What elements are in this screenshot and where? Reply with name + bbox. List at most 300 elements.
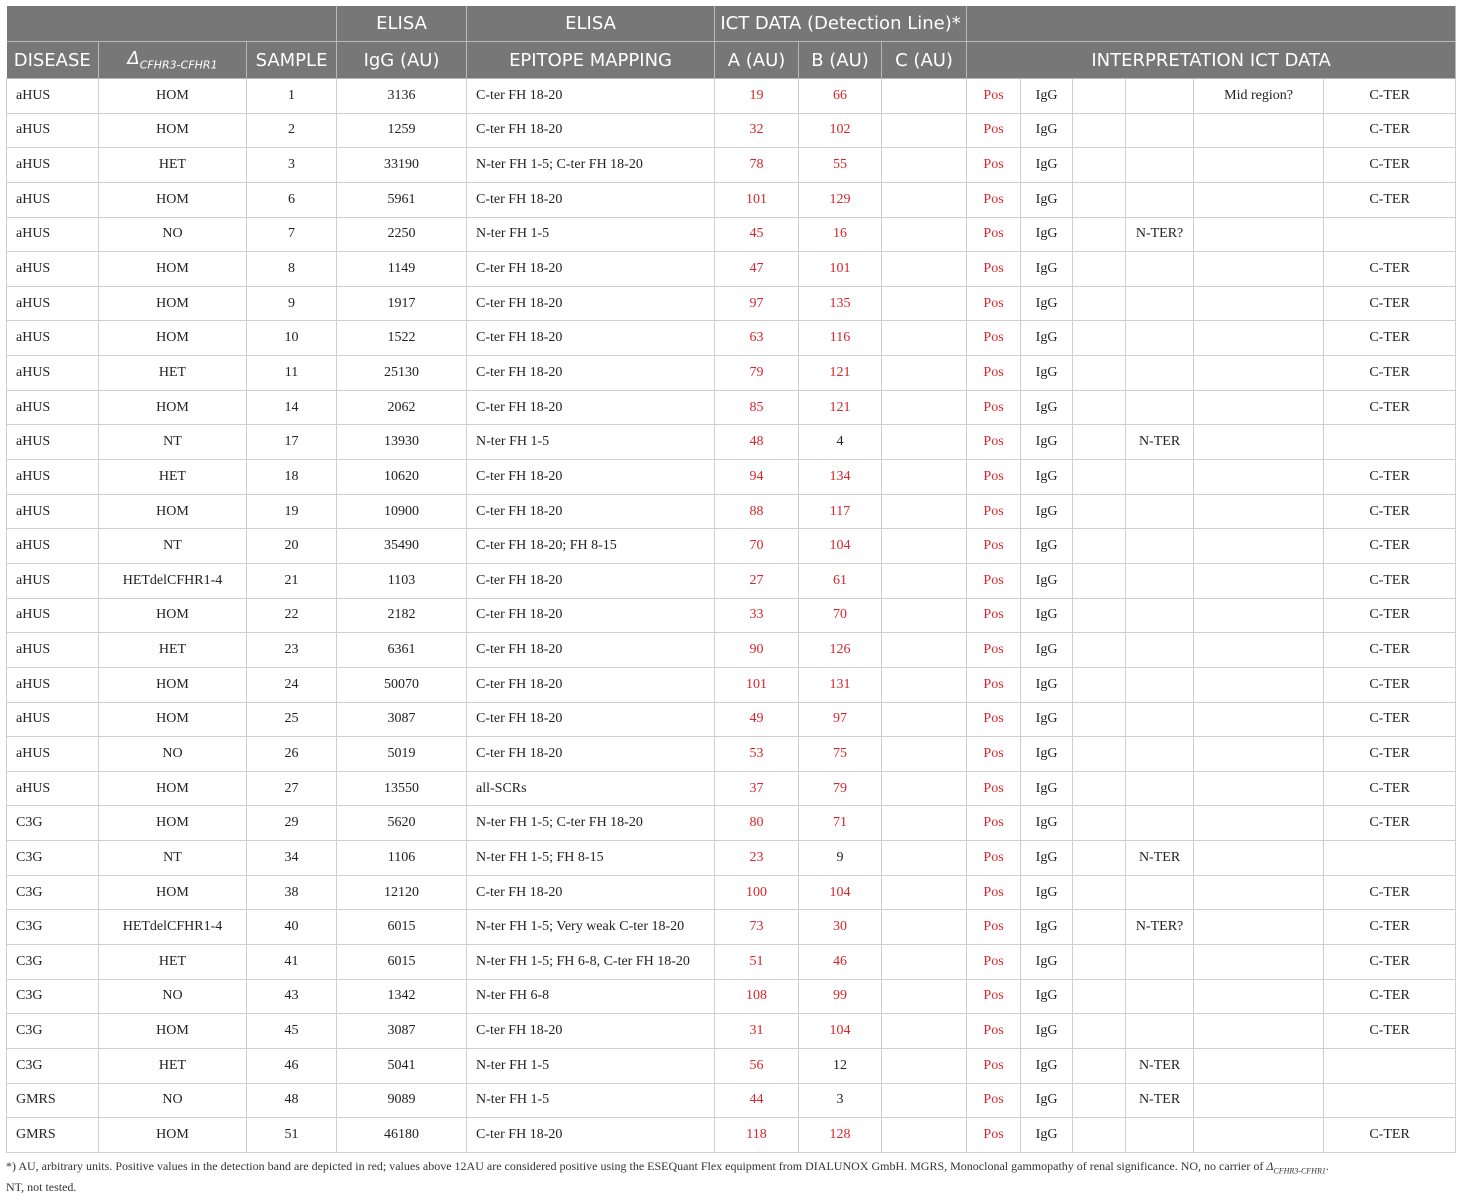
positivity-cell: Pos	[967, 252, 1021, 287]
interp-cell-1	[1073, 702, 1126, 737]
sample-cell: 43	[247, 979, 337, 1014]
interp-igg-cell: IgG	[1021, 425, 1073, 460]
c-value-cell	[882, 841, 967, 876]
positivity-cell: Pos	[967, 1118, 1021, 1153]
interp-cell-1	[1073, 252, 1126, 287]
sample-cell: 27	[247, 771, 337, 806]
epitope-cell: C-ter FH 18-20	[467, 563, 715, 598]
interp-igg-cell: IgG	[1021, 979, 1073, 1014]
interp-nter-cell	[1126, 945, 1194, 980]
interp-cter-cell: C-TER	[1324, 1014, 1456, 1049]
delta-symbol: Δ	[127, 48, 140, 70]
b-value-cell: 117	[799, 494, 882, 529]
interp-mid-cell	[1194, 667, 1324, 702]
interp-nter-cell	[1126, 737, 1194, 772]
sample-cell: 29	[247, 806, 337, 841]
c-value-cell	[882, 806, 967, 841]
interp-cell-1	[1073, 356, 1126, 391]
b-value-cell: 66	[799, 79, 882, 114]
epitope-cell: C-ter FH 18-20	[467, 286, 715, 321]
interp-cell-1	[1073, 182, 1126, 217]
a-value-cell: 23	[715, 841, 799, 876]
epitope-cell: N-ter FH 1-5; FH 6-8, C-ter FH 18-20	[467, 945, 715, 980]
a-value-cell: 90	[715, 633, 799, 668]
col-header-disease: DISEASE	[7, 42, 99, 79]
a-value-cell: 118	[715, 1118, 799, 1153]
footnote-line2: NT, not tested.	[6, 1180, 77, 1195]
interp-igg-cell: IgG	[1021, 702, 1073, 737]
c-value-cell	[882, 910, 967, 945]
footnote-text: *) AU, arbitrary units. Positive values in the detection band are depicted in red; values above 12AU are considered positive using the ESEQuant Flex equipment from DIALUNOX GmbH. MGRS, Monoclonal gammopathy of renal significance. NO, no carrier of	[6, 1159, 1267, 1173]
disease-cell: GMRS	[7, 1118, 99, 1153]
b-value-cell: 104	[799, 529, 882, 564]
interp-mid-cell	[1194, 182, 1324, 217]
a-value-cell: 70	[715, 529, 799, 564]
sample-cell: 3	[247, 148, 337, 183]
disease-cell: aHUS	[7, 321, 99, 356]
results-table	[6, 6, 1456, 1153]
disease-cell: aHUS	[7, 148, 99, 183]
disease-cell: aHUS	[7, 425, 99, 460]
interp-mid-cell	[1194, 217, 1324, 252]
interp-nter-cell	[1126, 875, 1194, 910]
footnote-delta-subscript: CFHR3-CFHR1	[1273, 1166, 1326, 1176]
igg-cell: 3136	[337, 79, 467, 114]
a-value-cell: 97	[715, 286, 799, 321]
disease-cell: aHUS	[7, 598, 99, 633]
interp-mid-cell	[1194, 1118, 1324, 1153]
interp-igg-cell: IgG	[1021, 945, 1073, 980]
b-value-cell: 126	[799, 633, 882, 668]
interp-cter-cell	[1324, 1048, 1456, 1083]
c-value-cell	[882, 875, 967, 910]
interp-cell-1	[1073, 1083, 1126, 1118]
epitope-cell: C-ter FH 18-20	[467, 79, 715, 114]
positivity-cell: Pos	[967, 633, 1021, 668]
interp-mid-cell	[1194, 1048, 1324, 1083]
col-header-sample: SAMPLE	[247, 42, 337, 79]
table-row	[7, 702, 1456, 737]
delta-cell: HOM	[99, 182, 247, 217]
interp-mid-cell	[1194, 321, 1324, 356]
a-value-cell: 19	[715, 79, 799, 114]
epitope-cell: C-ter FH 18-20	[467, 460, 715, 495]
positivity-cell: Pos	[967, 356, 1021, 391]
epitope-cell: N-ter FH 1-5; C-ter FH 18-20	[467, 148, 715, 183]
interp-nter-cell	[1126, 79, 1194, 114]
col-header-epitope: EPITOPE MAPPING	[467, 42, 715, 79]
positivity-cell: Pos	[967, 806, 1021, 841]
interp-igg-cell: IgG	[1021, 494, 1073, 529]
table-row	[7, 356, 1456, 391]
interp-mid-cell	[1194, 702, 1324, 737]
c-value-cell	[882, 771, 967, 806]
interp-igg-cell: IgG	[1021, 356, 1073, 391]
interp-nter-cell	[1126, 321, 1194, 356]
delta-cell: HETdelCFHR1-4	[99, 910, 247, 945]
positivity-cell: Pos	[967, 217, 1021, 252]
c-value-cell	[882, 563, 967, 598]
a-value-cell: 44	[715, 1083, 799, 1118]
interp-nter-cell: N-TER	[1126, 1083, 1194, 1118]
epitope-cell: C-ter FH 18-20	[467, 494, 715, 529]
interp-cell-1	[1073, 113, 1126, 148]
sample-cell: 19	[247, 494, 337, 529]
c-value-cell	[882, 217, 967, 252]
sample-cell: 20	[247, 529, 337, 564]
epitope-cell: N-ter FH 6-8	[467, 979, 715, 1014]
positivity-cell: Pos	[967, 79, 1021, 114]
interp-igg-cell: IgG	[1021, 806, 1073, 841]
interp-cell-1	[1073, 737, 1126, 772]
interp-cell-1	[1073, 79, 1126, 114]
disease-cell: aHUS	[7, 286, 99, 321]
footnote-period: .	[1325, 1159, 1329, 1173]
delta-cell: HOM	[99, 252, 247, 287]
c-value-cell	[882, 529, 967, 564]
interp-mid-cell	[1194, 598, 1324, 633]
delta-cell: HETdelCFHR1-4	[99, 563, 247, 598]
igg-cell: 3087	[337, 702, 467, 737]
a-value-cell: 53	[715, 737, 799, 772]
positivity-cell: Pos	[967, 945, 1021, 980]
igg-cell: 6015	[337, 910, 467, 945]
b-value-cell: 134	[799, 460, 882, 495]
interp-nter-cell	[1126, 529, 1194, 564]
b-value-cell: 30	[799, 910, 882, 945]
interp-nter-cell: N-TER	[1126, 1048, 1194, 1083]
col-header-delta	[99, 42, 247, 79]
igg-cell: 3087	[337, 1014, 467, 1049]
epitope-cell: N-ter FH 1-5	[467, 425, 715, 460]
a-value-cell: 31	[715, 1014, 799, 1049]
delta-cell: HOM	[99, 702, 247, 737]
disease-cell: C3G	[7, 945, 99, 980]
b-value-cell: 121	[799, 356, 882, 391]
igg-cell: 1149	[337, 252, 467, 287]
interp-mid-cell	[1194, 979, 1324, 1014]
igg-cell: 2062	[337, 390, 467, 425]
interp-nter-cell	[1126, 494, 1194, 529]
c-value-cell	[882, 979, 967, 1014]
disease-cell: aHUS	[7, 113, 99, 148]
interp-cter-cell	[1324, 217, 1456, 252]
delta-cell: HOM	[99, 771, 247, 806]
c-value-cell	[882, 1118, 967, 1153]
disease-cell: C3G	[7, 841, 99, 876]
c-value-cell	[882, 1048, 967, 1083]
table-row	[7, 1048, 1456, 1083]
b-value-cell: 75	[799, 737, 882, 772]
interp-cter-cell	[1324, 1083, 1456, 1118]
interp-cter-cell: C-TER	[1324, 771, 1456, 806]
delta-cell: HOM	[99, 79, 247, 114]
sample-cell: 41	[247, 945, 337, 980]
disease-cell: C3G	[7, 910, 99, 945]
c-value-cell	[882, 702, 967, 737]
table-row	[7, 945, 1456, 980]
c-value-cell	[882, 390, 967, 425]
igg-cell: 2250	[337, 217, 467, 252]
table-row	[7, 979, 1456, 1014]
igg-cell: 13930	[337, 425, 467, 460]
interp-igg-cell: IgG	[1021, 1083, 1073, 1118]
table-row	[7, 494, 1456, 529]
disease-cell: aHUS	[7, 633, 99, 668]
interp-nter-cell	[1126, 598, 1194, 633]
sample-cell: 9	[247, 286, 337, 321]
interp-igg-cell: IgG	[1021, 252, 1073, 287]
positivity-cell: Pos	[967, 390, 1021, 425]
igg-cell: 1917	[337, 286, 467, 321]
positivity-cell: Pos	[967, 286, 1021, 321]
interp-igg-cell: IgG	[1021, 1048, 1073, 1083]
epitope-cell: C-ter FH 18-20	[467, 702, 715, 737]
interp-cell-1	[1073, 875, 1126, 910]
interp-cter-cell: C-TER	[1324, 598, 1456, 633]
epitope-cell: C-ter FH 18-20	[467, 321, 715, 356]
c-value-cell	[882, 148, 967, 183]
interp-nter-cell	[1126, 182, 1194, 217]
positivity-cell: Pos	[967, 148, 1021, 183]
sample-cell: 25	[247, 702, 337, 737]
interp-cell-1	[1073, 460, 1126, 495]
col-header-interpretation: INTERPRETATION ICT DATA	[967, 42, 1456, 79]
table-row	[7, 79, 1456, 114]
interp-nter-cell	[1126, 806, 1194, 841]
a-value-cell: 78	[715, 148, 799, 183]
positivity-cell: Pos	[967, 1048, 1021, 1083]
a-value-cell: 48	[715, 425, 799, 460]
epitope-cell: N-ter FH 1-5; C-ter FH 18-20	[467, 806, 715, 841]
c-value-cell	[882, 321, 967, 356]
interp-cter-cell	[1324, 841, 1456, 876]
positivity-cell: Pos	[967, 841, 1021, 876]
b-value-cell: 101	[799, 252, 882, 287]
sample-cell: 1	[247, 79, 337, 114]
sample-cell: 8	[247, 252, 337, 287]
positivity-cell: Pos	[967, 979, 1021, 1014]
c-value-cell	[882, 1014, 967, 1049]
table-row	[7, 286, 1456, 321]
interp-cter-cell: C-TER	[1324, 875, 1456, 910]
igg-cell: 6015	[337, 945, 467, 980]
positivity-cell: Pos	[967, 425, 1021, 460]
interp-mid-cell	[1194, 806, 1324, 841]
sample-cell: 22	[247, 598, 337, 633]
interp-igg-cell: IgG	[1021, 286, 1073, 321]
a-value-cell: 49	[715, 702, 799, 737]
interp-cell-1	[1073, 633, 1126, 668]
b-value-cell: 116	[799, 321, 882, 356]
positivity-cell: Pos	[967, 737, 1021, 772]
interp-mid-cell	[1194, 460, 1324, 495]
interp-cell-1	[1073, 771, 1126, 806]
a-value-cell: 73	[715, 910, 799, 945]
interp-mid-cell	[1194, 563, 1324, 598]
interp-mid-cell	[1194, 737, 1324, 772]
sample-cell: 46	[247, 1048, 337, 1083]
col-header-a: A (AU)	[715, 42, 799, 79]
epitope-cell: N-ter FH 1-5	[467, 217, 715, 252]
interp-nter-cell	[1126, 1014, 1194, 1049]
b-value-cell: 121	[799, 390, 882, 425]
sample-cell: 10	[247, 321, 337, 356]
a-value-cell: 37	[715, 771, 799, 806]
delta-cell: HET	[99, 633, 247, 668]
interp-cter-cell: C-TER	[1324, 979, 1456, 1014]
interp-nter-cell	[1126, 563, 1194, 598]
interp-cter-cell: C-TER	[1324, 286, 1456, 321]
interp-nter-cell: N-TER	[1126, 841, 1194, 876]
interp-igg-cell: IgG	[1021, 875, 1073, 910]
positivity-cell: Pos	[967, 667, 1021, 702]
delta-cell: NT	[99, 529, 247, 564]
igg-cell: 10900	[337, 494, 467, 529]
interp-cter-cell: C-TER	[1324, 945, 1456, 980]
b-value-cell: 16	[799, 217, 882, 252]
a-value-cell: 88	[715, 494, 799, 529]
interp-mid-cell	[1194, 252, 1324, 287]
interp-nter-cell	[1126, 1118, 1194, 1153]
b-value-cell: 102	[799, 113, 882, 148]
epitope-cell: C-ter FH 18-20	[467, 390, 715, 425]
table-row	[7, 217, 1456, 252]
positivity-cell: Pos	[967, 113, 1021, 148]
sample-cell: 40	[247, 910, 337, 945]
positivity-cell: Pos	[967, 702, 1021, 737]
disease-cell: aHUS	[7, 390, 99, 425]
interp-igg-cell: IgG	[1021, 633, 1073, 668]
interp-mid-cell	[1194, 356, 1324, 391]
interp-igg-cell: IgG	[1021, 390, 1073, 425]
disease-cell: aHUS	[7, 529, 99, 564]
table-body	[7, 79, 1456, 1153]
interp-cell-1	[1073, 910, 1126, 945]
igg-cell: 25130	[337, 356, 467, 391]
interp-cter-cell: C-TER	[1324, 79, 1456, 114]
igg-cell: 9089	[337, 1083, 467, 1118]
interp-cell-1	[1073, 217, 1126, 252]
disease-cell: GMRS	[7, 1083, 99, 1118]
igg-cell: 5961	[337, 182, 467, 217]
interp-cell-1	[1073, 598, 1126, 633]
disease-cell: aHUS	[7, 460, 99, 495]
table-row	[7, 633, 1456, 668]
epitope-cell: C-ter FH 18-20	[467, 252, 715, 287]
delta-cell: HET	[99, 460, 247, 495]
delta-cell: NO	[99, 737, 247, 772]
interp-igg-cell: IgG	[1021, 563, 1073, 598]
b-value-cell: 70	[799, 598, 882, 633]
delta-cell: HOM	[99, 321, 247, 356]
sample-cell: 7	[247, 217, 337, 252]
interp-mid-cell	[1194, 910, 1324, 945]
epitope-cell: C-ter FH 18-20	[467, 113, 715, 148]
epitope-cell: N-ter FH 1-5	[467, 1048, 715, 1083]
b-value-cell: 79	[799, 771, 882, 806]
igg-cell: 5620	[337, 806, 467, 841]
a-value-cell: 101	[715, 667, 799, 702]
interp-cter-cell: C-TER	[1324, 182, 1456, 217]
interp-nter-cell	[1126, 113, 1194, 148]
table-row	[7, 1083, 1456, 1118]
interp-igg-cell: IgG	[1021, 529, 1073, 564]
interp-igg-cell: IgG	[1021, 113, 1073, 148]
disease-cell: aHUS	[7, 79, 99, 114]
interp-igg-cell: IgG	[1021, 321, 1073, 356]
interp-nter-cell	[1126, 252, 1194, 287]
disease-cell: aHUS	[7, 667, 99, 702]
interp-cell-1	[1073, 1014, 1126, 1049]
interp-mid-cell: Mid region?	[1194, 79, 1324, 114]
igg-cell: 50070	[337, 667, 467, 702]
disease-cell: C3G	[7, 806, 99, 841]
interp-mid-cell	[1194, 148, 1324, 183]
sample-cell: 48	[247, 1083, 337, 1118]
epitope-cell: C-ter FH 18-20	[467, 1014, 715, 1049]
a-value-cell: 32	[715, 113, 799, 148]
disease-cell: C3G	[7, 875, 99, 910]
delta-subscript: CFHR3-CFHR1	[139, 58, 218, 72]
col-header-igg: IgG (AU)	[337, 42, 467, 79]
interp-cell-1	[1073, 529, 1126, 564]
positivity-cell: Pos	[967, 875, 1021, 910]
interp-cell-1	[1073, 148, 1126, 183]
positivity-cell: Pos	[967, 494, 1021, 529]
table-row	[7, 182, 1456, 217]
igg-cell: 1522	[337, 321, 467, 356]
interp-cell-1	[1073, 390, 1126, 425]
interp-cter-cell: C-TER	[1324, 460, 1456, 495]
epitope-cell: C-ter FH 18-20	[467, 633, 715, 668]
table-row	[7, 598, 1456, 633]
epitope-cell: C-ter FH 18-20	[467, 875, 715, 910]
table-row	[7, 148, 1456, 183]
igg-cell: 2182	[337, 598, 467, 633]
interp-mid-cell	[1194, 771, 1324, 806]
table-row	[7, 1014, 1456, 1049]
footnote-delta-symbol: Δ	[1266, 1159, 1274, 1173]
b-value-cell: 129	[799, 182, 882, 217]
b-value-cell: 4	[799, 425, 882, 460]
a-value-cell: 33	[715, 598, 799, 633]
disease-cell: aHUS	[7, 771, 99, 806]
a-value-cell: 51	[715, 945, 799, 980]
delta-cell: HOM	[99, 667, 247, 702]
igg-cell: 1342	[337, 979, 467, 1014]
table-row	[7, 321, 1456, 356]
interp-nter-cell	[1126, 771, 1194, 806]
interp-cell-1	[1073, 321, 1126, 356]
c-value-cell	[882, 667, 967, 702]
epitope-cell: C-ter FH 18-20	[467, 667, 715, 702]
b-value-cell: 131	[799, 667, 882, 702]
sample-cell: 14	[247, 390, 337, 425]
interp-nter-cell	[1126, 286, 1194, 321]
a-value-cell: 94	[715, 460, 799, 495]
a-value-cell: 100	[715, 875, 799, 910]
c-value-cell	[882, 945, 967, 980]
c-value-cell	[882, 737, 967, 772]
igg-cell: 13550	[337, 771, 467, 806]
disease-cell: aHUS	[7, 356, 99, 391]
interp-mid-cell	[1194, 494, 1324, 529]
header-elisa-2: ELISA	[467, 6, 715, 42]
positivity-cell: Pos	[967, 910, 1021, 945]
table-row	[7, 667, 1456, 702]
interp-igg-cell: IgG	[1021, 1014, 1073, 1049]
